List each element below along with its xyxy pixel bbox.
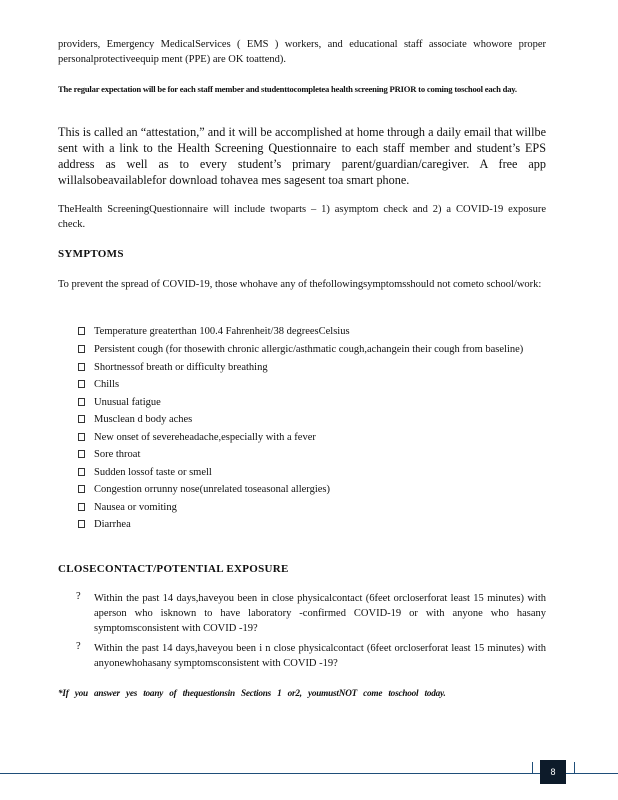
list-item: Unusual fatigue	[78, 394, 546, 412]
list-item: Diarrhea	[78, 516, 546, 534]
paragraph-attestation: This is called an “attestation,” and it will be accomplished at home through a daily email that willbe sent with a link to the Health Screening Questionnaire to each staff member and student’s EPS address as well as to every student’s primary parent/guardian/caregiver. A free app willalsobeavailablefor download tohavea mes sagesent toa smart phone.	[58, 125, 546, 187]
question-marker: ?	[76, 591, 81, 602]
exposure-question-2: ? Within the past 14 days,haveyou been i n close physicalcontact (6feet orcloserforat least 15 minutes) with anyonewhohasany symptomsconsistent with COVID -19?	[76, 641, 546, 669]
list-item: Musclean d body aches	[78, 411, 546, 429]
list-item: Shortnessof breath or difficulty breathing	[78, 359, 546, 377]
list-item: Sudden lossof taste or smell	[78, 464, 546, 482]
list-item: Congestion orrunny nose(unrelated toseasonal allergies)	[78, 481, 546, 499]
paragraph-expectation: The regular expectation will be for each staff member and studenttocompletea health screening PRIOR to coming toschool each day.	[58, 84, 517, 94]
symptom-list	[78, 323, 546, 534]
checkbox-icon	[78, 485, 85, 493]
list-item: Nausea or vomiting	[78, 499, 546, 517]
footer-tick-right	[574, 762, 575, 774]
checkbox-icon	[78, 433, 85, 441]
list-item: Temperature greaterthan 100.4 Fahrenheit/38 degreesCelsius	[78, 323, 546, 341]
checkbox-icon	[78, 398, 85, 406]
checkbox-icon	[78, 450, 85, 458]
list-item: Persistent cough (for thosewith chronic allergic/asthmatic cough,achangein their cough from baseline)	[78, 341, 546, 359]
list-item: Chills	[78, 376, 546, 394]
paragraph-prevent-spread: To prevent the spread of COVID-19, those whohave any of thefollowingsymptomsshould not cometo school/work:	[58, 279, 542, 290]
checkbox-icon	[78, 468, 85, 476]
heading-exposure: CLOSECONTACT/POTENTIAL EXPOSURE	[58, 563, 289, 575]
checkbox-icon	[78, 520, 85, 528]
paragraph-ppe: providers, Emergency MedicalServices ( EMS ) workers, and educational staff associate whowore proper personalprotectiveequip ment (PPE) are OK toattend).	[58, 39, 546, 65]
list-item: New onset of severeheadache,especially with a fever	[78, 429, 546, 447]
checkbox-icon	[78, 380, 85, 388]
list-item: Sore throat	[78, 446, 546, 464]
paragraph-questionnaire: TheHealth ScreeningQuestionnaire will include twoparts – 1) asymptom check and 2) a COVID-19 exposure check.	[58, 204, 546, 230]
question-marker: ?	[76, 641, 81, 652]
heading-symptoms: SYMPTOMS	[58, 248, 124, 260]
important-note: *If you answer yes toany of thequestionsin Sections 1 or2, youmustNOT come toschool today.	[58, 688, 446, 698]
checkbox-icon	[78, 503, 85, 511]
footer-tick-left	[532, 762, 533, 774]
checkbox-icon	[78, 415, 85, 423]
checkbox-icon	[78, 345, 85, 353]
exposure-question-1: ? Within the past 14 days,haveyou been in close physicalcontact (6feet orcloserforat least 15 minutes) with aperson who isknown to have laboratory -confirmed COVID-19 or with anyone who hasany symptomsconsistent with COVID -19?	[76, 591, 546, 634]
footer-line-left	[0, 773, 540, 774]
checkbox-icon	[78, 327, 85, 335]
page-number: 8	[540, 760, 566, 784]
checkbox-icon	[78, 363, 85, 371]
